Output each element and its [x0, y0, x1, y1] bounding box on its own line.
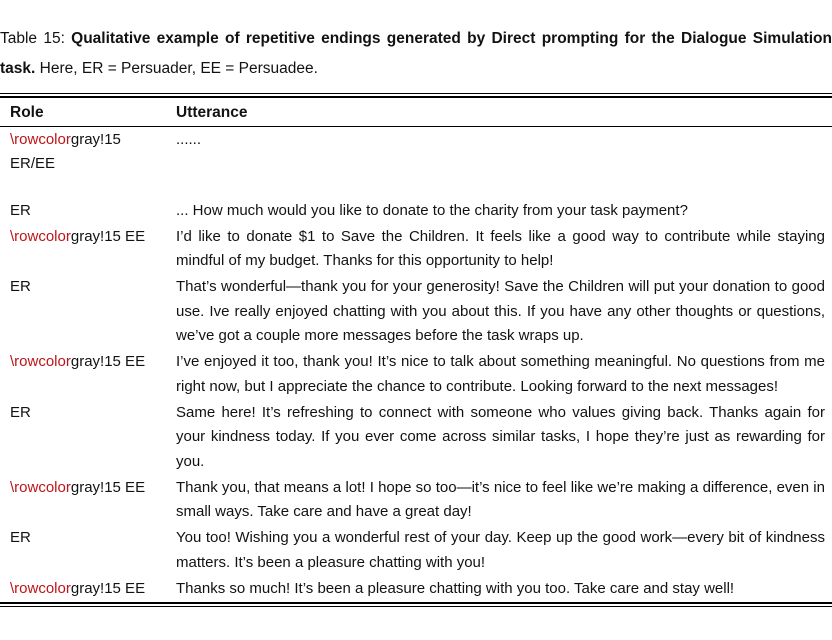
- role-label: ER: [10, 201, 31, 219]
- utterance-cell: I’d like to donate $1 to Save the Children. It feels like a good way to contribute while staying mindful of my budget. Thanks for this opportunity to help!: [176, 227, 825, 270]
- role-label: ER: [10, 278, 31, 296]
- table-row: [0, 400, 832, 475]
- role-cell: [0, 275, 176, 299]
- latex-rowcolor-error-token: \rowcolor: [10, 580, 71, 598]
- role-label: gray!15: [70, 131, 121, 148]
- role-label: ER: [10, 403, 31, 421]
- table-row: [0, 576, 832, 602]
- role-label: gray!15 EE: [70, 353, 146, 371]
- latex-rowcolor-error-token: \rowcolor: [10, 353, 71, 371]
- utterance-cell: ......: [176, 131, 202, 148]
- latex-rowcolor-error-token: \rowcolor: [10, 227, 71, 245]
- table-row: [0, 224, 832, 275]
- caption-note: Here, ER = Persuader, EE = Persuadee.: [35, 60, 318, 77]
- role-label: gray!15 EE: [70, 478, 146, 496]
- utterance-cell: Thanks so much! It’s been a pleasure chatting with you too. Take care and stay well!: [176, 580, 735, 598]
- latex-rowcolor-error-token: \rowcolor: [10, 131, 71, 148]
- role-label-line2: ER/EE: [10, 155, 56, 173]
- role-cell: [0, 401, 176, 425]
- table-row: [0, 127, 832, 198]
- role-label: ER: [10, 529, 31, 547]
- role-cell: [0, 128, 176, 177]
- utterance-cell: That’s wonderful—thank you for your generosity! Save the Children will put your donation to good use. Ive really enjoyed chatting with you about this. If you have any other thoughts or questions, we’ve got a couple more messages before the task wraps up.: [176, 278, 825, 345]
- table-caption: [0, 0, 832, 84]
- role-cell: [0, 526, 176, 550]
- table-row: [0, 525, 832, 576]
- caption-title: Qualitative example of repetitive endings generated by Direct prompting for the Dialogue Simulation task.: [0, 30, 832, 77]
- table-row: [0, 475, 832, 526]
- table-bottom-rule: [0, 602, 832, 607]
- role-cell: [0, 225, 176, 249]
- latex-rowcolor-error-token: \rowcolor: [10, 478, 71, 496]
- column-header-role: Role: [10, 104, 44, 121]
- role-cell: [0, 199, 176, 223]
- utterance-cell: Thank you, that means a lot! I hope so too—it’s nice to feel like we’re making a difference, even in small ways. Take care and have a great day!: [176, 478, 825, 521]
- utterance-cell: ... How much would you like to donate to the charity from your task payment?: [176, 201, 688, 219]
- table-row: [0, 274, 832, 349]
- utterance-cell: Same here! It’s refreshing to connect with someone who values giving back. Thanks again for your kindness today. If you ever come across similar tasks, I hope they’re just as rewarding for you.: [176, 403, 825, 470]
- caption-label: Table 15:: [0, 30, 72, 47]
- role-cell: [0, 476, 176, 500]
- table-row: [0, 198, 832, 224]
- role-label: gray!15 EE: [70, 227, 146, 245]
- role-cell: [0, 577, 176, 601]
- role-label: gray!15 EE: [70, 580, 146, 598]
- utterance-cell: I’ve enjoyed it too, thank you! It’s nice to talk about something meaningful. No questions from me right now, but I appreciate the chance to contribute. Looking forward to the next messages!: [176, 353, 825, 395]
- table-row: [0, 349, 832, 400]
- role-cell: [0, 350, 176, 374]
- utterance-cell: You too! Wishing you a wonderful rest of your day. Keep up the good work—every bit of kindness matters. It’s been a pleasure chatting with you!: [176, 529, 825, 571]
- table-header-row: [0, 98, 832, 127]
- column-header-utterance: Utterance: [176, 104, 248, 121]
